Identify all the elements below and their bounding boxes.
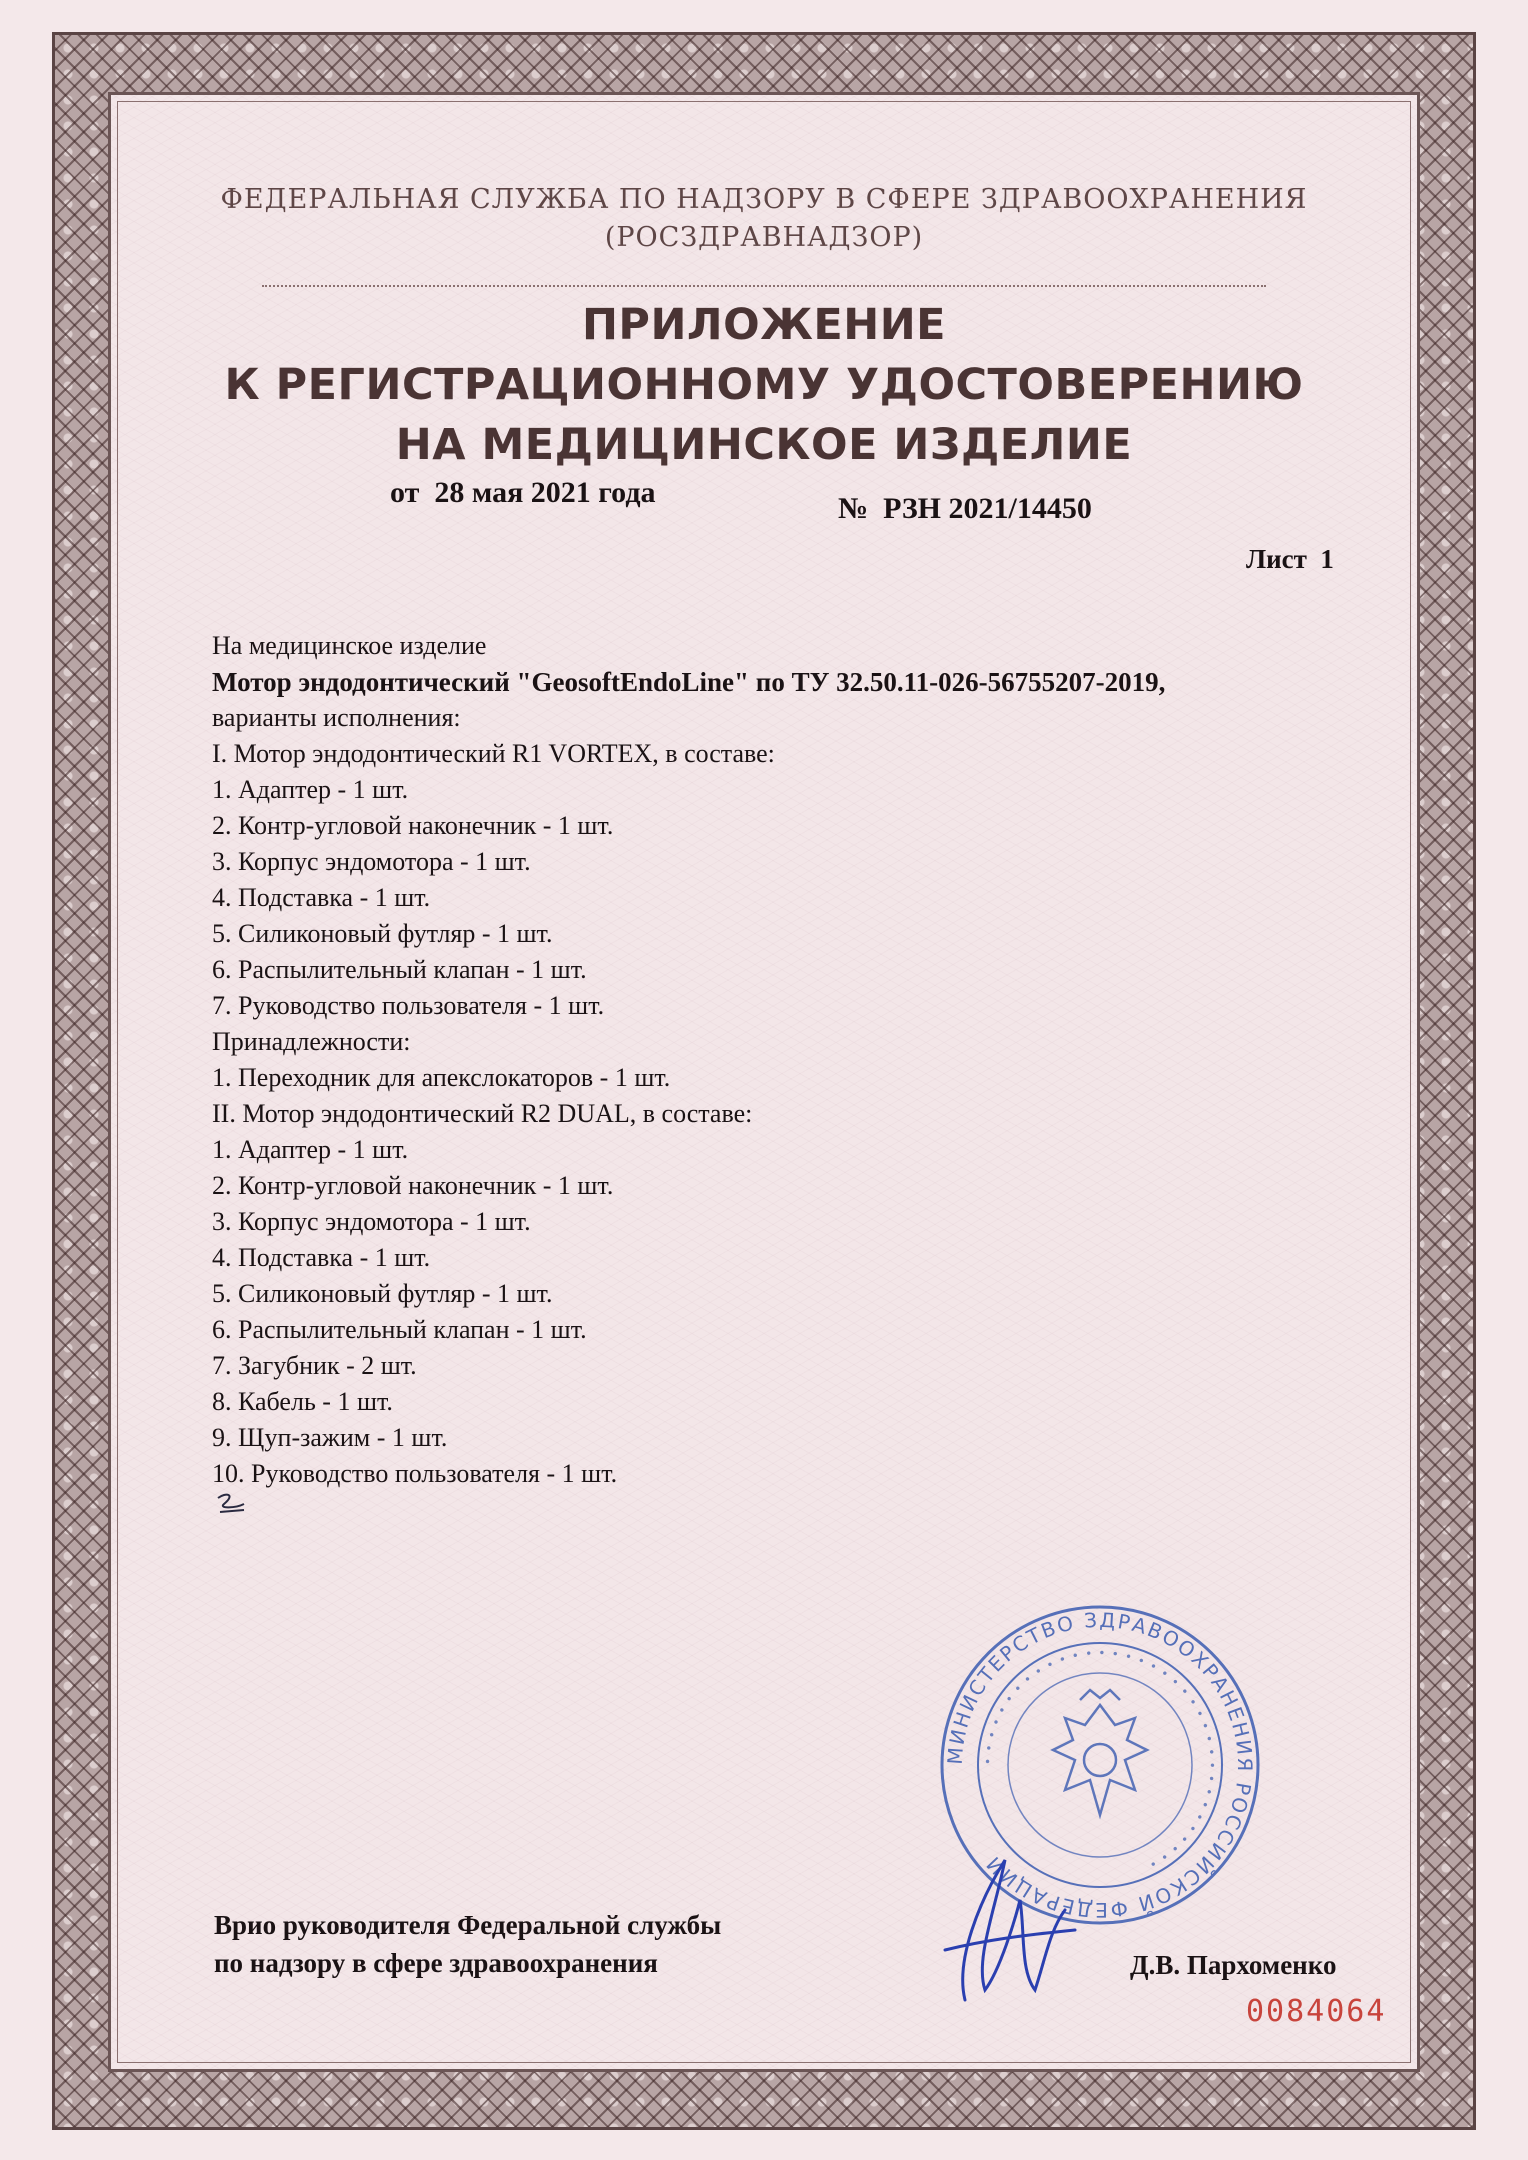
list-item: 5. Силиконовый футляр - 1 шт. <box>212 1279 553 1308</box>
list-item: 6. Распылительный клапан - 1 шт. <box>212 1315 587 1344</box>
handwritten-signature <box>925 1840 1085 2010</box>
issue-date: от 28 мая 2021 года <box>390 476 656 509</box>
list-item: 9. Щуп-зажим - 1 шт. <box>212 1423 448 1452</box>
svg-text:МИНИСТЕРСТВО ЗДРАВООХРАНЕНИЯ Р: МИНИСТЕРСТВО ЗДРАВООХРАНЕНИЯ РОССИЙСКОЙ ФЕДЕРАЦИИ <box>942 1607 1258 1923</box>
agency-name: ФЕДЕРАЛЬНАЯ СЛУЖБА ПО НАДЗОРУ В СФЕРЕ ЗДРАВООХРАНЕНИЯ <box>220 184 1308 215</box>
signer-name: Д.В. Пархоменко <box>1130 1950 1337 1980</box>
list-item: 1. Переходник для апекслокаторов - 1 шт. <box>212 1063 671 1092</box>
list-item: II. Мотор эндодонтический R2 DUAL, в составе: <box>212 1099 753 1128</box>
document-title-line2: К РЕГИСТРАЦИОННОМУ УДОСТОВЕРЕНИЮ <box>224 360 1304 410</box>
list-item: 1. Адаптер - 1 шт. <box>212 775 409 804</box>
list-item: 3. Корпус эндомотора - 1 шт. <box>212 847 531 876</box>
list-item: I. Мотор эндодонтический R1 VORTEX, в составе: <box>212 739 775 768</box>
sheet-number: Лист 1 <box>1246 544 1334 574</box>
intro-text: На медицинское изделие <box>212 631 487 660</box>
list-item: 8. Кабель - 1 шт. <box>212 1387 393 1416</box>
signer-title: Врио руководителя Федеральной службы <box>214 1910 722 1940</box>
list-item: 10. Руководство пользователя - 1 шт. <box>212 1459 618 1488</box>
product-name: Мотор эндодонтический "GeosoftEndoLine" по ТУ 32.50.11-026-56755207-2019, <box>212 667 1166 697</box>
header-divider <box>262 285 1266 287</box>
serial-number: 0084064 <box>1246 1994 1387 2029</box>
agency-abbreviation: (РОСЗДРАВНАДЗОР) <box>604 222 924 253</box>
list-item: 3. Корпус эндомотора - 1 шт. <box>212 1207 531 1236</box>
list-item: 2. Контр-угловой наконечник - 1 шт. <box>212 811 614 840</box>
list-item: 4. Подставка - 1 шт. <box>212 883 431 912</box>
list-item: 2. Контр-угловой наконечник - 1 шт. <box>212 1171 614 1200</box>
document-title: ПРИЛОЖЕНИЕ <box>581 300 947 350</box>
svg-text:• • • • • • • • • • • • • • •: • • • • • • • • • • • • • • • • • • • • • • • • • • • • • • • • • • • • <box>980 1645 1220 1873</box>
initials-mark <box>214 1490 250 1516</box>
list-item: 5. Силиконовый футляр - 1 шт. <box>212 919 553 948</box>
accessories-label: Принадлежности: <box>212 1027 411 1056</box>
list-item: 7. Руководство пользователя - 1 шт. <box>212 991 605 1020</box>
list-item: 6. Распылительный клапан - 1 шт. <box>212 955 587 984</box>
registration-number: № РЗН 2021/14450 <box>838 492 1092 525</box>
document-title-line3: НА МЕДИЦИНСКОЕ ИЗДЕЛИЕ <box>395 420 1133 470</box>
list-item: 1. Адаптер - 1 шт. <box>212 1135 409 1164</box>
variants-label: варианты исполнения: <box>212 703 461 732</box>
signer-title-line2: по надзору в сфере здравоохранения <box>214 1948 658 1978</box>
list-item: 4. Подставка - 1 шт. <box>212 1243 431 1272</box>
list-item: 7. Загубник - 2 шт. <box>212 1351 417 1380</box>
